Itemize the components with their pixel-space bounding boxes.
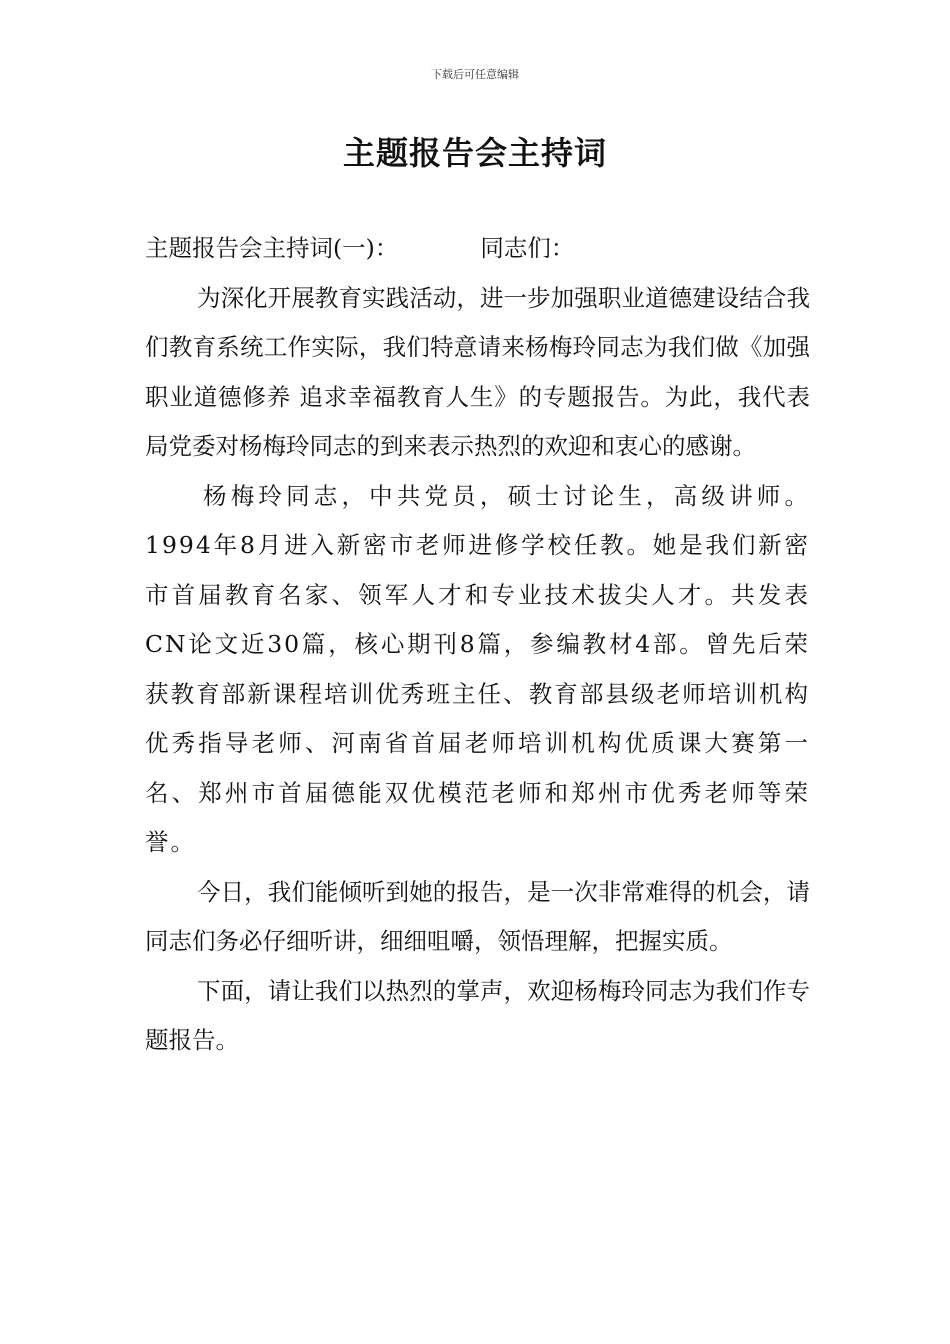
paragraph-opening: 为深化开展教育实践活动，进一步加强职业道德建设结合我们教育系统工作实际，我们特意请来杨梅玲同志为我们做《加强职业道德修养 追求幸福教育人生》的专题报告。为此，我代表局党委对杨梅玲同志的到来表示热烈的欢迎和衷心的感谢。 [145, 283, 810, 460]
salutation: 同志们： [480, 234, 575, 262]
paragraph-encouragement: 今日，我们能倾听到她的报告，是一次非常难得的机会，请同志们务必仔细听讲，细细咀嚼，领悟理解，把握实质。 [145, 877, 810, 955]
intro-line [145, 224, 810, 274]
document-title: 主题报告会主持词 [342, 134, 607, 172]
header-note: 下载后可任意编辑 [431, 68, 519, 81]
paragraph-closing: 下面，请让我们以热烈的掌声，欢迎杨梅玲同志为我们作专题报告。 [145, 976, 810, 1054]
document-body [145, 224, 810, 1066]
paragraph-speaker-bio: 杨梅玲同志，中共党员，硕士讨论生，高级讲师。1994年8月进入新密市老师进修学校任教。她是我们新密市首届教育名家、领军人才和专业技术拔尖人才。共发表CN论文近30篇，核心期刊8篇，参编教材4部。曾先后荣获教育部新课程培训优秀班主任、教育部县级老师培训机构优秀指导老师、河南省首届老师培训机构优质课大赛第一名、郑州市首届德能双优模范老师和郑州市优秀老师等荣誉。 [145, 481, 810, 856]
intro-heading: 主题报告会主持词(一)： [145, 234, 399, 262]
